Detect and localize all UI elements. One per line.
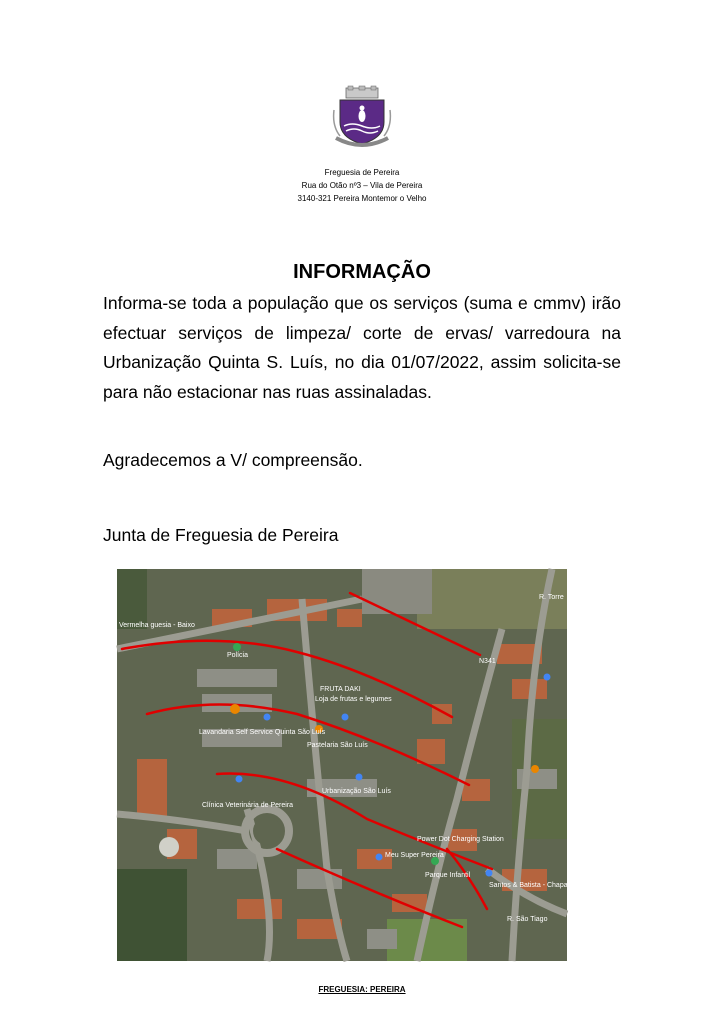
map-label-lavandaria: Lavandaria Self Service Quinta São Luís	[199, 729, 326, 736]
map-label-rsaotiago: R. São Tiago	[507, 916, 548, 923]
signature-line: Junta de Freguesia de Pereira	[103, 525, 339, 545]
satellite-map	[117, 569, 584, 961]
address-line-street: Rua do Otão nº3 – Vila de Pereira	[301, 181, 423, 190]
map-label-loja: Loja de frutas e legumes	[315, 696, 392, 703]
parish-coat-of-arms	[330, 86, 394, 152]
map-label-policia: Polícia	[227, 652, 249, 659]
map-label-parque: Parque Infantil	[425, 872, 471, 879]
map-label-santos: Santos & Batista - Chapa Acto	[489, 882, 584, 889]
notice-title: INFORMAÇÃO	[293, 261, 431, 283]
map-label-rtorre: R. Torre	[539, 594, 564, 601]
footer-parish: FREGUESIA: PEREIRA	[318, 985, 406, 994]
thanks-line: Agradecemos a V/ compreensão.	[103, 450, 363, 470]
map-label-urbanizacao: Urbanização São Luís	[322, 788, 391, 795]
map-label-vermelha: Vermelha guesia - Baixo	[119, 622, 195, 629]
map-label-powerdot: Power Dot Charging Station	[417, 836, 504, 843]
map-label-fruta: FRUTA DAKI	[320, 686, 361, 693]
notice-body: Informa-se toda a população que os serviços (suma e cmmv) irão efectuar serviços de limpeza/ corte de ervas/ varredoura na Urbanização Quinta S. Luís, no dia 01/07/2022, assim solicita-se para não estacionar nas ruas assinaladas.	[103, 293, 621, 402]
address-line-parish: Freguesia de Pereira	[324, 168, 400, 177]
map-label-clinica: Clínica Veterinária de Pereira	[202, 802, 294, 809]
map-label-n341: N341	[479, 658, 496, 665]
address-line-postal: 3140-321 Pereira Montemor o Velho	[297, 194, 427, 203]
map-label-pastelaria: Pastelaria São Luís	[307, 742, 368, 749]
map-label-supermercado: Meu Super Pereira	[385, 852, 444, 859]
